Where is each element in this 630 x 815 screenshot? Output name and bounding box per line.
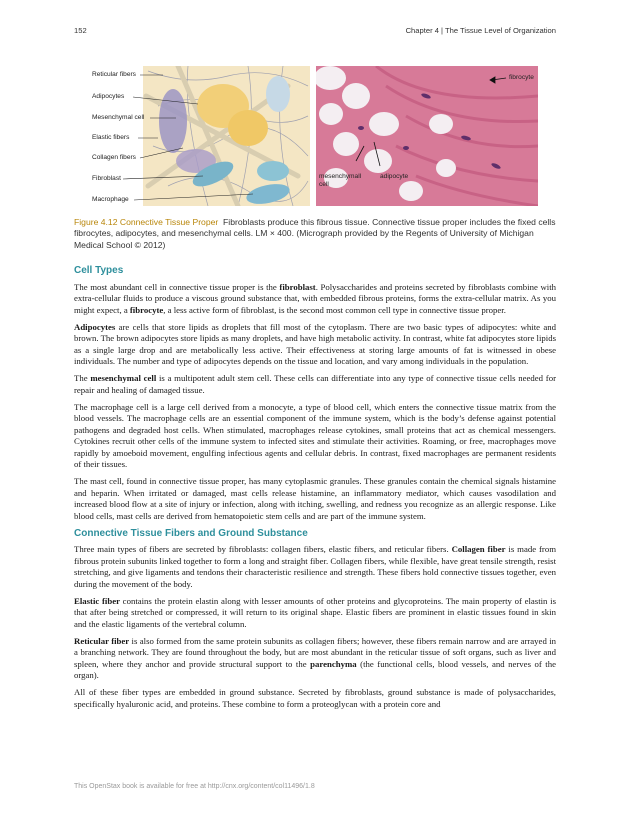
term-fibroblast: fibroblast <box>279 281 316 292</box>
text: . Polysaccharides and proteins secreted by fibroblasts combine with extra-cellular fluids to produce a viscous ground substance that, with embedded fibrous proteins, forms the extra-cellular matrix. As you might expect, a <box>74 281 556 315</box>
term-mesenchymal-cell: mesenchymal cell <box>90 373 157 383</box>
label-fibrocyte: fibrocyte <box>509 74 534 81</box>
term-parenchyma: parenchyma <box>310 658 357 669</box>
figure-caption <box>74 217 556 251</box>
text: The <box>74 373 91 383</box>
chapter-title: Chapter 4 | The Tissue Level of Organization <box>405 26 556 35</box>
heading-cell-types: Cell Types <box>74 265 124 276</box>
label-fibroblast: Fibroblast <box>92 175 121 182</box>
text: is made from fibrous protein subunits linked together to form a long and straight fiber. Collagen fibers, while flexible, have great tensile strength, resist stretching, and give ligaments and tendons their characteristic resilience and strength. These fibers hold connective tissues together, even during the movement of the body. <box>74 544 556 589</box>
text: The most abundant cell in connective tissue proper is the <box>74 281 280 292</box>
heading-fibers: Connective Tissue Fibers and Ground Substance <box>74 527 308 539</box>
term-reticular-fiber: Reticular fiber <box>74 635 130 646</box>
paragraph-fibroblast <box>74 282 556 317</box>
text: Three main types of fibers are secreted by fibroblasts: collagen fibers, elastic fibers, and reticular fibers. <box>74 544 452 554</box>
label-elastic-fibers: Elastic fibers <box>92 134 130 141</box>
text: is also formed from the same protein subunits as collagen fibers; however, these fibers remain narrow and are arrayed in a branching network. They are found throughout the body, but are most abundant in the reticular tissue of soft organs, such as liver and spleen, where they anchor and provide structural support to the <box>74 635 556 669</box>
label-reticular-fibers: Reticular fibers <box>92 71 136 78</box>
caption-title: Figure 4.12 Connective Tissue Proper <box>74 217 219 227</box>
footer: This OpenStax book is available for free at http://cnx.org/content/col11496/1.8 <box>74 783 315 790</box>
text: contains the protein elastin along with lesser amounts of other proteins and glycoproteins. The main property of elastin is that after being stretched or compressed, it will return to its original shape. Elastic fibers are prominent in elastic tissues found in skin and the elastic ligaments of the vertebral column. <box>74 595 556 629</box>
page-number: 152 <box>74 26 87 35</box>
paragraph-ground-substance: All of these fiber types are embedded in ground substance. Secreted by fibroblasts, ground substance is made of polysaccharides, specifically hyaluronic acid, and proteins. These combine to form a proteoglycan with a protein core and <box>74 687 556 709</box>
label-adipocyte: adipocyte <box>380 173 409 180</box>
term-adipocytes: Adipocytes <box>74 321 116 332</box>
text: are cells that store lipids as droplets that fill most of the cytoplasm. There are two basic types of adipocytes: white and brown. The brown adipocytes store lipids as many droplets, and have high metabolic activity. In contrast, white fat adipocytes store lipids as a single large drop and are metabolically less active. Their effectiveness at storing large amounts of fat is witnessed in obese individuals. The number and type of adipocytes depends on the tissue and location, and vary among individuals in the population. <box>74 321 556 366</box>
text: , a less active form of fibroblast, is the second most common cell type in connective tissue proper. <box>163 304 506 315</box>
label-mesenchymal-cell: Mesenchymal cell <box>92 114 145 121</box>
paragraph-elastic <box>74 596 556 631</box>
term-collagen-fiber: Collagen fiber <box>451 544 506 554</box>
label-cell-micrograph: cell <box>319 181 329 188</box>
micrograph <box>316 66 538 206</box>
paragraph-mesenchymal <box>74 373 556 396</box>
label-macrophage: Macrophage <box>92 196 129 203</box>
paragraph-adipocytes <box>74 322 556 368</box>
text: is a multipotent adult stem cell. These cells can differentiate into any type of connective tissue cells needed for repair and healing of damaged tissue. <box>74 373 556 395</box>
paragraph-collagen <box>74 544 556 590</box>
term-fibrocyte: fibrocyte <box>129 304 164 315</box>
body-text <box>74 262 556 716</box>
paragraph-reticular <box>74 636 556 682</box>
paragraph-mast-cell: The mast cell, found in connective tissue proper, has many cytoplasmic granules. These granules contain the chemical signals histamine and heparin. When irritated or damaged, mast cells release histamine, an inflammatory mediator, which causes vasodilation and increased blood flow at a site of injury or infection, along with itching, swelling, and redness you recognize as an allergic response. Like blood cells, mast cells are derived from hematopoietic stem cells and are part of the immune system. <box>74 476 556 521</box>
term-elastic-fiber: Elastic fiber <box>74 595 120 606</box>
figure <box>88 66 538 206</box>
caption-text: Fibroblasts produce this fibrous tissue. Connective tissue proper includes the fixed cells fibrocytes, adipocytes, and mesenchymal cells. LM × 400. (Micrograph provided by the Regents of University of Michigan Medical School © 2012) <box>74 217 556 250</box>
text: (the functional cells, blood vessels, and nerves of the organ). <box>74 658 556 680</box>
label-collagen-fibers: Collagen fibers <box>92 154 136 161</box>
label-mesenchymal-micrograph: mesenchymall <box>319 173 362 180</box>
paragraph-macrophage: The macrophage cell is a large cell derived from a monocyte, a type of blood cell, which enters the connective tissue matrix from the blood vessels. The macrophage cells are an essential component of the immune system, which is the body’s defense against potential pathogens and degraded host cells. When stimulated, macrophages release cytokines, small proteins that act as chemical messengers. Cytokines recruit other cells of the immune system to infected sites and stimulate their activities. Roaming, or free, macrophages move rapidly by amoeboid movement, engulfing infectious agents and cellular debris. In contrast, fixed macrophages are permanent residents of their tissues. <box>74 401 556 469</box>
label-adipocytes: Adipocytes <box>92 93 125 100</box>
